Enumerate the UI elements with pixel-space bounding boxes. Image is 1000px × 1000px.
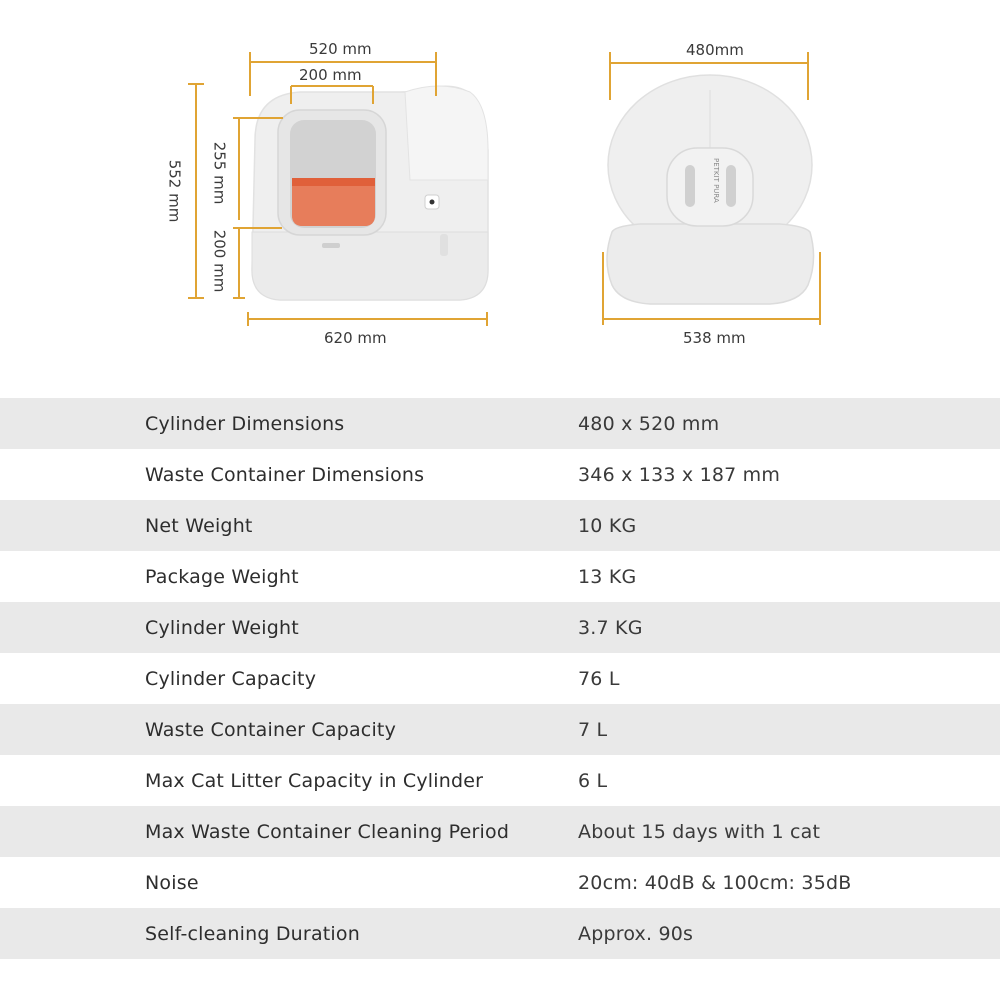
dim-label-height-total: 552 mm <box>165 159 184 223</box>
side-view-product <box>252 86 488 300</box>
spec-row <box>0 500 1000 551</box>
dim-label-bottom-width: 620 mm <box>324 329 387 347</box>
spec-value: 480 x 520 mm <box>578 412 720 435</box>
spec-row <box>0 449 1000 500</box>
spec-row <box>0 398 1000 449</box>
dim-label-front-bottom-width: 538 mm <box>683 329 746 347</box>
spec-row <box>0 908 1000 959</box>
product-dimension-figure <box>0 0 1000 380</box>
spec-row <box>0 806 1000 857</box>
spec-label: Cylinder Weight <box>145 616 299 639</box>
dim-label-height-base: 200 mm <box>210 229 229 293</box>
dim-label-top-outer: 520 mm <box>309 40 372 58</box>
spec-value: About 15 days with 1 cat <box>578 820 821 843</box>
spec-label: Self-cleaning Duration <box>145 922 360 945</box>
dim-label-top-inner: 200 mm <box>299 66 362 84</box>
spec-value: 7 L <box>578 718 608 741</box>
spec-label: Waste Container Dimensions <box>145 463 425 486</box>
spec-value: 13 KG <box>578 565 637 588</box>
spec-label: Package Weight <box>145 565 299 588</box>
spec-value: 6 L <box>578 769 608 792</box>
spec-row <box>0 602 1000 653</box>
spec-label: Max Waste Container Cleaning Period <box>145 820 510 843</box>
spec-value: 20cm: 40dB & 100cm: 35dB <box>578 871 852 894</box>
product-illustration <box>0 0 1000 380</box>
front-view-product <box>607 75 814 304</box>
spec-label: Max Cat Litter Capacity in Cylinder <box>145 769 484 792</box>
spec-row <box>0 551 1000 602</box>
spec-label: Cylinder Dimensions <box>145 412 345 435</box>
dim-label-height-door: 255 mm <box>210 141 229 205</box>
spec-value: Approx. 90s <box>578 922 694 945</box>
spec-label: Noise <box>145 871 199 894</box>
dim-label-front-top-width: 480mm <box>686 41 744 59</box>
spec-label: Cylinder Capacity <box>145 667 317 690</box>
spec-row <box>0 755 1000 806</box>
spec-value: 346 x 133 x 187 mm <box>578 463 781 486</box>
spec-value: 3.7 KG <box>578 616 643 639</box>
spec-value: 10 KG <box>578 514 637 537</box>
spec-label: Waste Container Capacity <box>145 718 397 741</box>
spec-row <box>0 653 1000 704</box>
spec-table <box>0 398 1000 959</box>
brand-text: PETKIT PURA <box>712 158 720 203</box>
spec-row <box>0 857 1000 908</box>
spec-label: Net Weight <box>145 514 253 537</box>
spec-row <box>0 704 1000 755</box>
spec-value: 76 L <box>578 667 620 690</box>
